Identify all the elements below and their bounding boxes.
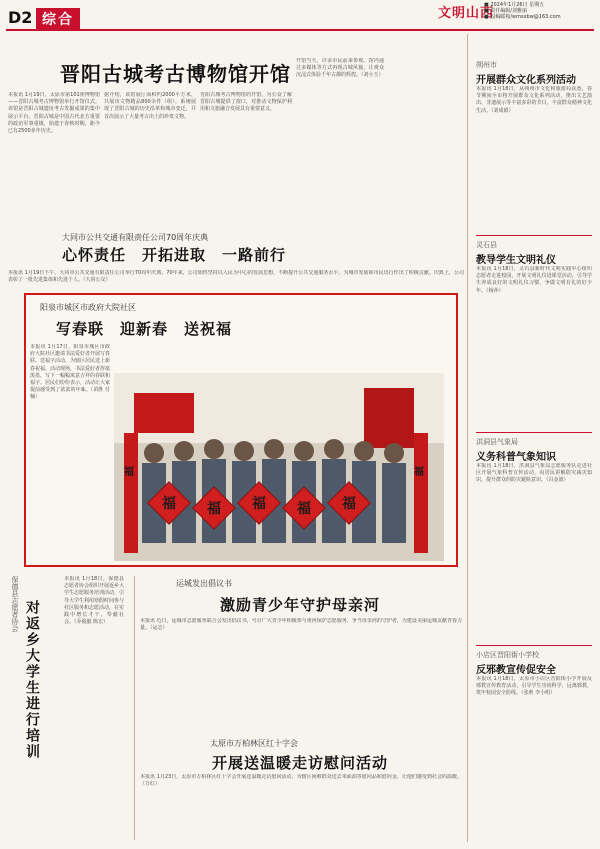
- masthead-meta: [484, 2, 596, 20]
- story-6-title: 开展送温暖走访慰问活动: [212, 754, 389, 772]
- story-5-title: 激励青少年守护母亲河: [220, 596, 381, 614]
- story-2-kicker: 大同市公共交通有限责任公司70周年庆典: [62, 233, 209, 242]
- fu-character: 福: [207, 501, 221, 517]
- lead-column-3: 晋阳古城考古博物馆的开馆，为公众了解晋阳古城提供了窗口，对推动文物保护利用和文旅融合发展具有重要意义。: [200, 92, 292, 113]
- fu-character: 福: [252, 496, 266, 512]
- sidebar-divider: [467, 34, 468, 842]
- lead-headline: 晋阳古城考古博物馆开馆: [60, 62, 291, 86]
- photo-illustration: [114, 373, 444, 561]
- sidebar-2-title: 教导学生文明礼仪: [476, 255, 556, 266]
- meta-editor: ■ 责任编辑/刘雅丽: [484, 8, 527, 14]
- fu-character: 福: [124, 467, 134, 478]
- story-4-kicker: 保德县志愿者协会: [11, 576, 19, 632]
- story-4-text: 本报讯 1月18日，保德县志愿者协会组织开展返乡大学生志愿服务培训活动，引导大学生利用寒假时间参与社区服务和志愿活动，在实践中增长才干、奉献社会。（乔俊毅 陈宏）: [64, 576, 124, 626]
- meta-email: ■ 投稿邮箱/wmsxbw@163.com: [484, 14, 561, 20]
- story-2-text: 本报讯 1月19日下午，大同市公共交通有限责任公司举行70周年庆典。70年来，公司始终坚持以人民为中心的发展思想，不断提升公共交通服务水平，为城市发展和市民出行作出了积极贡献。庆典上，公司表彰了一批先进集体和先进个人。（大同公交）: [8, 270, 464, 284]
- fu-character: 福: [297, 501, 311, 517]
- sidebar-3-title: 义务科普气象知识: [476, 452, 556, 463]
- fu-character: 福: [342, 496, 356, 512]
- sidebar-rule: [476, 235, 592, 236]
- fu-character: 福: [162, 496, 176, 512]
- sidebar-rule: [476, 645, 592, 646]
- sidebar-1-text: 本报讯 1月18日，从朔州市文化和旅游局获悉，春节期间全市将开展群众文化系列活动，推出文艺演出、非遗展示等丰富多彩的节目，丰富群众精神文化生活。（刘成娟）: [476, 86, 592, 114]
- sidebar-3-text: 本报讯 1月18日，洪洞县气象局志愿服务队走进社区开展气象科普宣传活动，向居民讲解防灾减灾知识，提升群众的防灾避险意识。（冯金波）: [476, 463, 592, 484]
- story-6-text: 本报讯 1月23日，太原市万柏林区红十字会开展送温暖走访慰问活动，为辖区困难群众送去米面油等慰问品和慰问金，让他们感受到社会的温暖。（万红）: [140, 774, 462, 788]
- sidebar-1-kicker: 朔州市: [476, 61, 497, 69]
- story-2-title: 心怀责任 开拓进取 一路前行: [62, 246, 287, 264]
- lead-column-2: 据介绍，该馆展厅面积约2000平方米，共展出文物精品800余件（组），系统展现了晋阳古城的历史沿革和城市变迁，并首次展示了大量考古出土的珍贵文物。: [104, 92, 196, 120]
- page-number: D2: [8, 8, 33, 27]
- sidebar-3-kicker: 洪洞县气象局: [476, 438, 518, 446]
- header-rule: [6, 29, 594, 31]
- sidebar-1-title: 开展群众文化系列活动: [476, 75, 576, 86]
- story-3-text: 本报讯 1月17日，阳泉市城区市政府大院社区邀请书法爱好者开展写春联、送福字活动，为辖区居民送上新春祝福。活动现场，书法爱好者挥毫泼墨，写下一幅幅寓意吉祥的春联和福字。居民们纷纷表示，活动让大家提前感受到了浓浓的年味。（苗胜 付楠）: [30, 344, 110, 401]
- story-5-text: 本报讯 近日，运城市志愿服务联合会发出倡议书，号召广大青少年积极参与黄河保护志愿服务，争当母亲河的守护者，为建设美丽运城贡献青春力量。（运志）: [140, 618, 462, 632]
- fu-character: 福: [414, 467, 424, 478]
- event-photo: [114, 373, 444, 561]
- sidebar-rule: [476, 432, 592, 433]
- sidebar-2-kicker: 灵石县: [476, 241, 497, 249]
- story-3-kicker: 阳泉市城区市政府大院社区: [40, 303, 136, 312]
- sidebar-4-title: 反邪教宣传促安全: [476, 665, 556, 676]
- story-6-kicker: 太原市万柏林区红十字会: [210, 739, 298, 748]
- story-3-title: 写春联 迎新春 送祝福: [56, 320, 233, 338]
- section-label: 综合: [36, 8, 80, 30]
- column-divider: [134, 576, 135, 840]
- meta-date: ■ 2024年1月26日 星期五: [484, 2, 545, 8]
- lead-column-4: 开馆当天，许多市民前来参观。馆内通过多媒体等方式再现古城风貌，让观众沉浸式体验千年古都的辉煌。（刘小玉）: [296, 58, 384, 79]
- story-5-kicker: 运城发出倡议书: [176, 579, 232, 588]
- sidebar-2-text: 本报讯 1月18日，灵石县新时代文明实践中心组织志愿者走进校园，开展文明礼仪进课堂活动，引导学生养成良好的文明礼仪习惯，争做文明有礼的好少年。（杨萍）: [476, 266, 592, 294]
- lead-column-1: 本报讯 1月19日，太原市第101座博物馆——晋阳古城考古博物馆举行开馆仪式。该馆是晋阳古城遗址考古发掘成果的集中展示平台。晋阳古城是中国古代北方重要的政治军事重镇，始建于春秋时期，距今已有2500多年历史。: [8, 92, 100, 135]
- newspaper-logo: 文明山西: [438, 6, 495, 21]
- story-4-title: 对返乡大学生进行培训: [24, 600, 40, 760]
- sidebar-4-kicker: 小店区晋阳街小学校: [476, 651, 539, 659]
- sidebar-4-text: 本报讯 1月18日，太原市小店区晋阳街小学开展反邪教宣传教育活动，引导学生崇尚科学、远离邪教，筑牢校园安全防线。（张莉 李小明）: [476, 676, 592, 697]
